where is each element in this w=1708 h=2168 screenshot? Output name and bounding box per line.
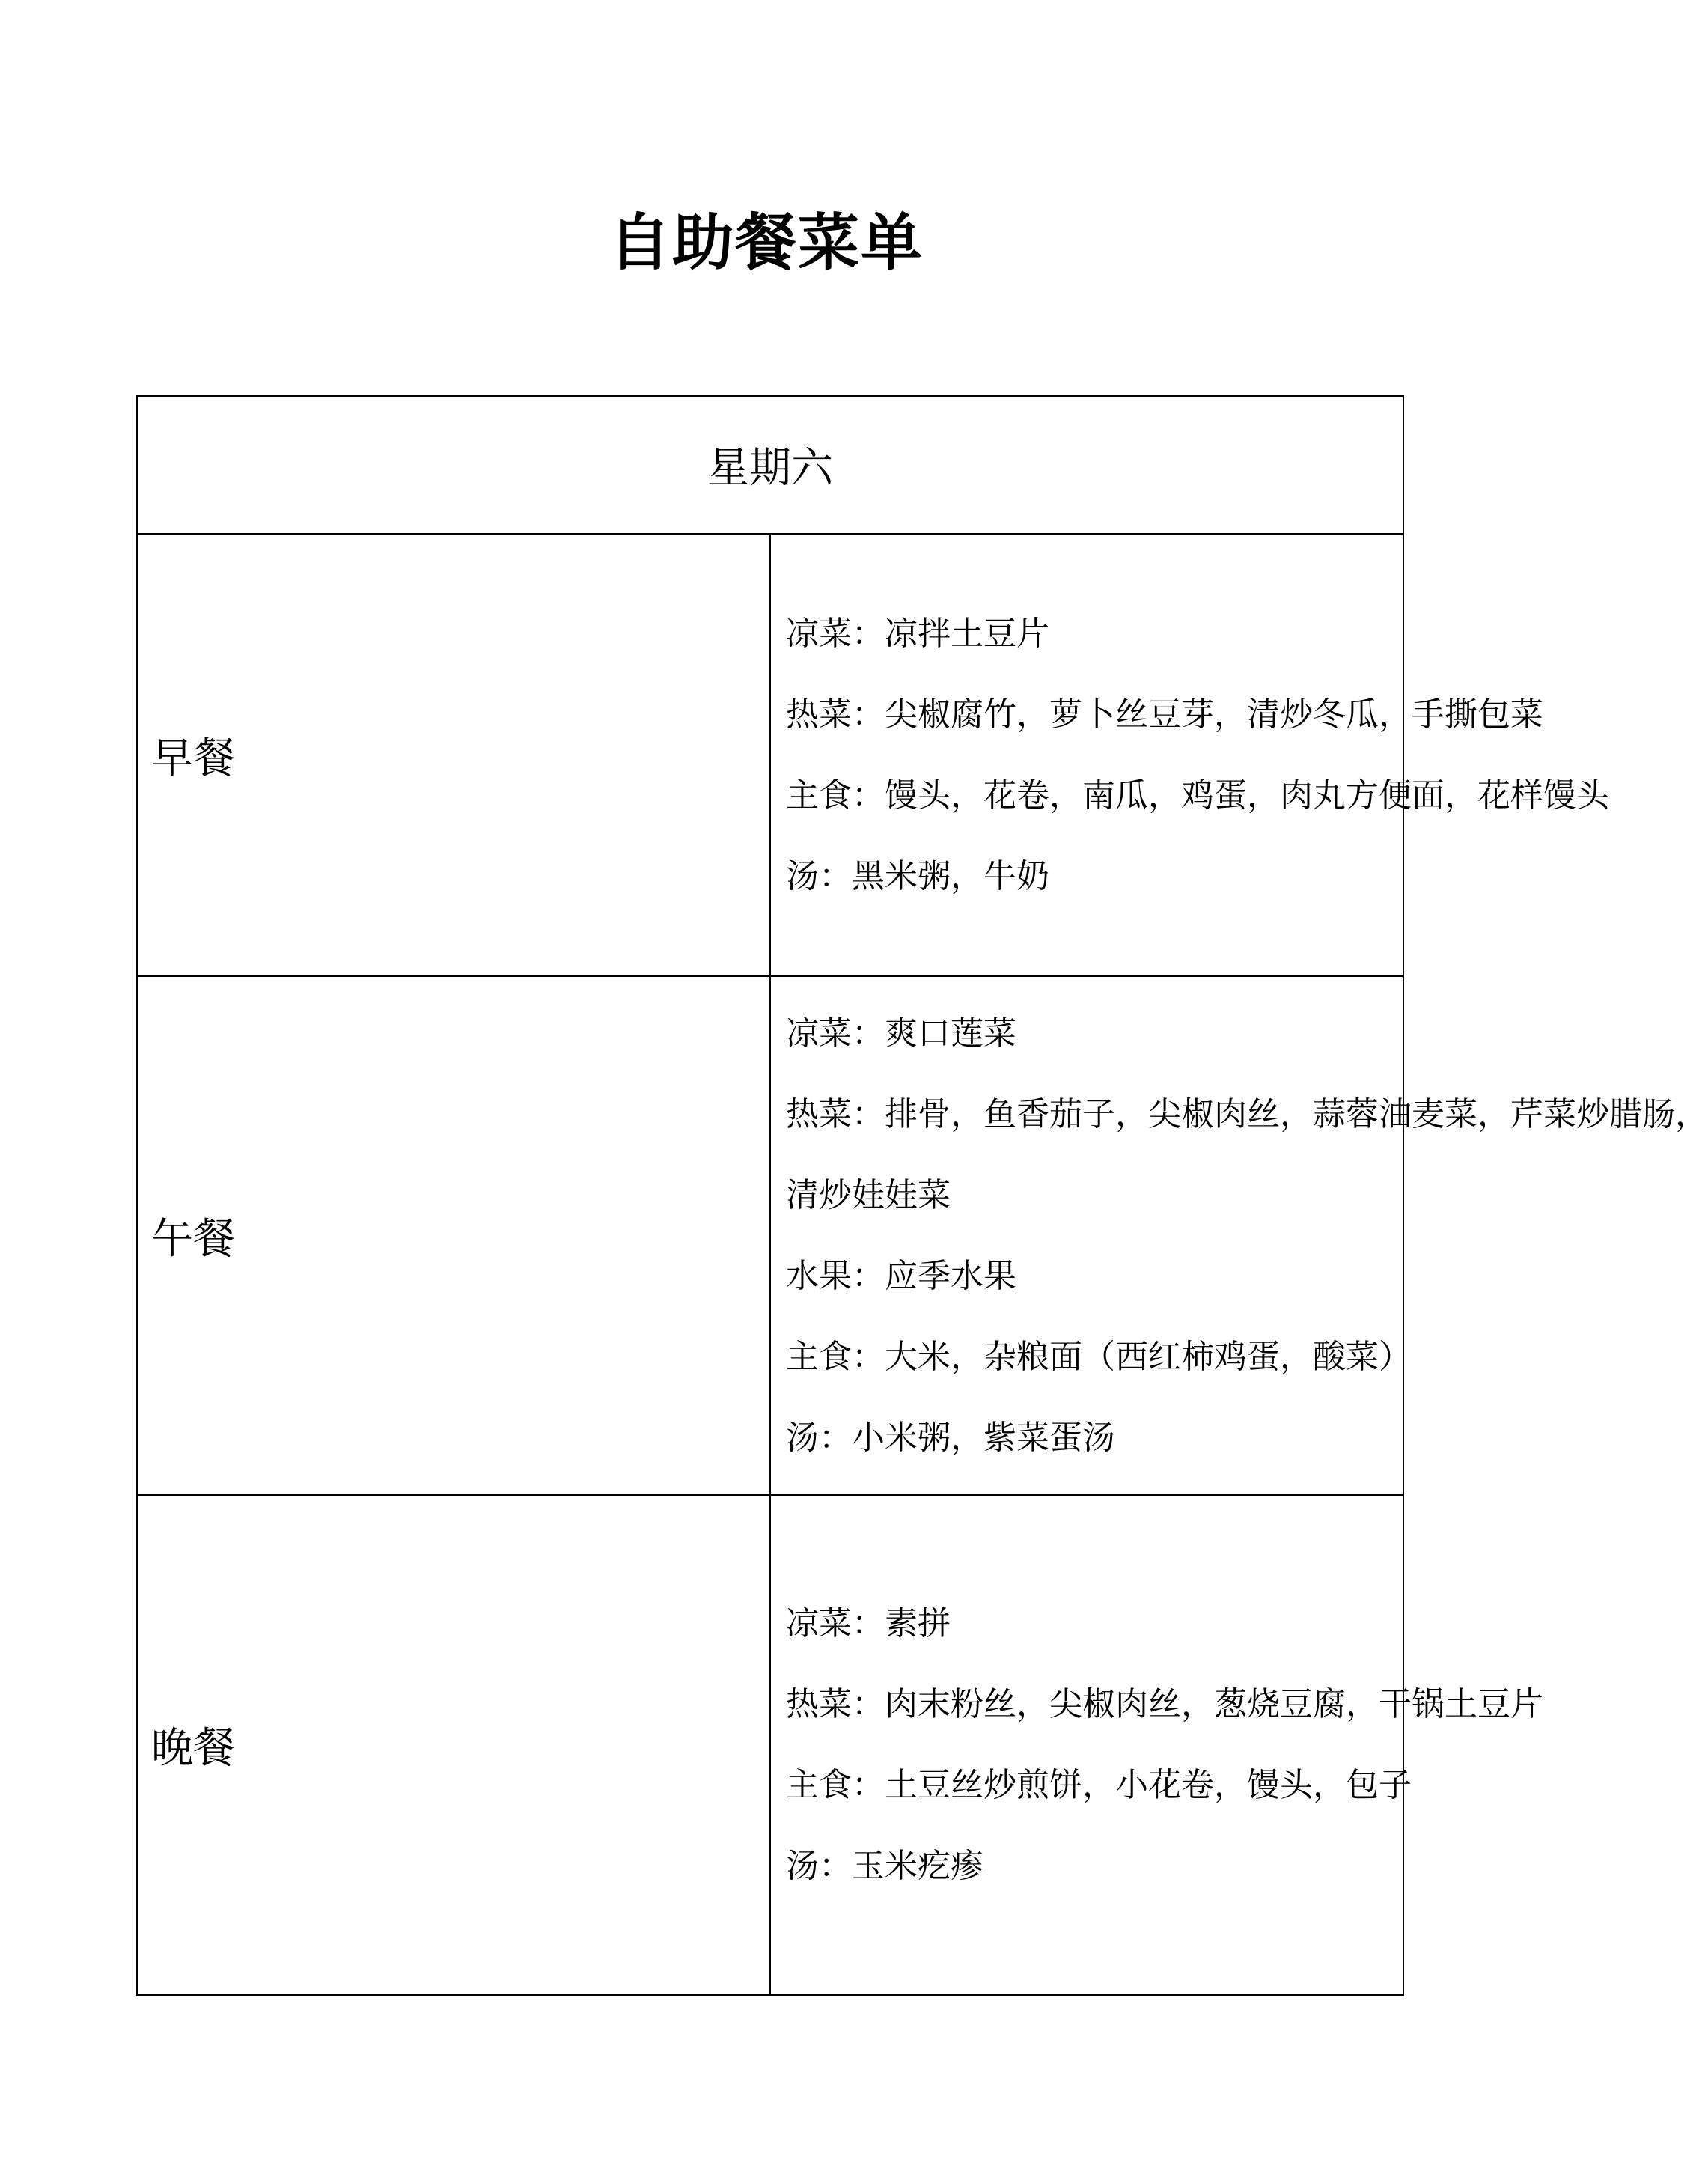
day-header: 星期六 <box>137 396 1403 534</box>
menu-line: 汤：玉米疙瘆 <box>786 1847 983 1885</box>
meal-label-dinner: 晚餐 <box>137 1495 770 1995</box>
meal-row-lunch <box>137 976 1403 1495</box>
meal-row-breakfast <box>137 534 1403 976</box>
meal-items-lunch <box>770 976 1708 1495</box>
menu-line: 凉菜：爽口莲菜 <box>786 1014 1016 1053</box>
menu-line: 主食：馒头，花卷，南瓜，鸡蛋，肉丸方便面，花样馒头 <box>786 776 1609 814</box>
menu-line: 凉菜：素拼 <box>786 1604 951 1642</box>
page-title: 自助餐菜单 <box>609 207 924 278</box>
menu-line: 热菜：尖椒腐竹，萝卜丝豆芽，清炒冬瓜，手撕包菜 <box>786 695 1543 734</box>
menu-table <box>136 395 1708 1996</box>
meal-label-breakfast: 早餐 <box>137 534 770 976</box>
meal-items-dinner <box>770 1495 1543 1995</box>
menu-line: 清炒娃娃菜 <box>786 1175 951 1214</box>
meal-row-dinner <box>137 1495 1403 1995</box>
menu-line: 热菜：肉末粉丝，尖椒肉丝，葱烧豆腐，干锅土豆片 <box>786 1685 1543 1723</box>
meal-label-lunch: 午餐 <box>137 976 770 1495</box>
menu-line: 汤：小米粥，紫菜蛋汤 <box>786 1418 1115 1457</box>
menu-line: 主食：土豆丝炒煎饼，小花卷，馒头，包子 <box>786 1766 1412 1804</box>
meal-items-breakfast <box>770 534 1609 976</box>
menu-line: 汤：黑米粥，牛奶 <box>786 856 1049 895</box>
menu-line: 水果：应季水果 <box>786 1256 1016 1295</box>
day-row <box>137 396 1403 534</box>
menu-line: 主食：大米，杂粮面（西红柿鸡蛋，酸菜） <box>786 1337 1412 1376</box>
menu-line: 凉菜：凉拌土豆片 <box>786 614 1049 653</box>
menu-line: 热菜：排骨，鱼香茄子，尖椒肉丝，蒜蓉油麦菜，芹菜炒腊肠， <box>786 1094 1708 1133</box>
